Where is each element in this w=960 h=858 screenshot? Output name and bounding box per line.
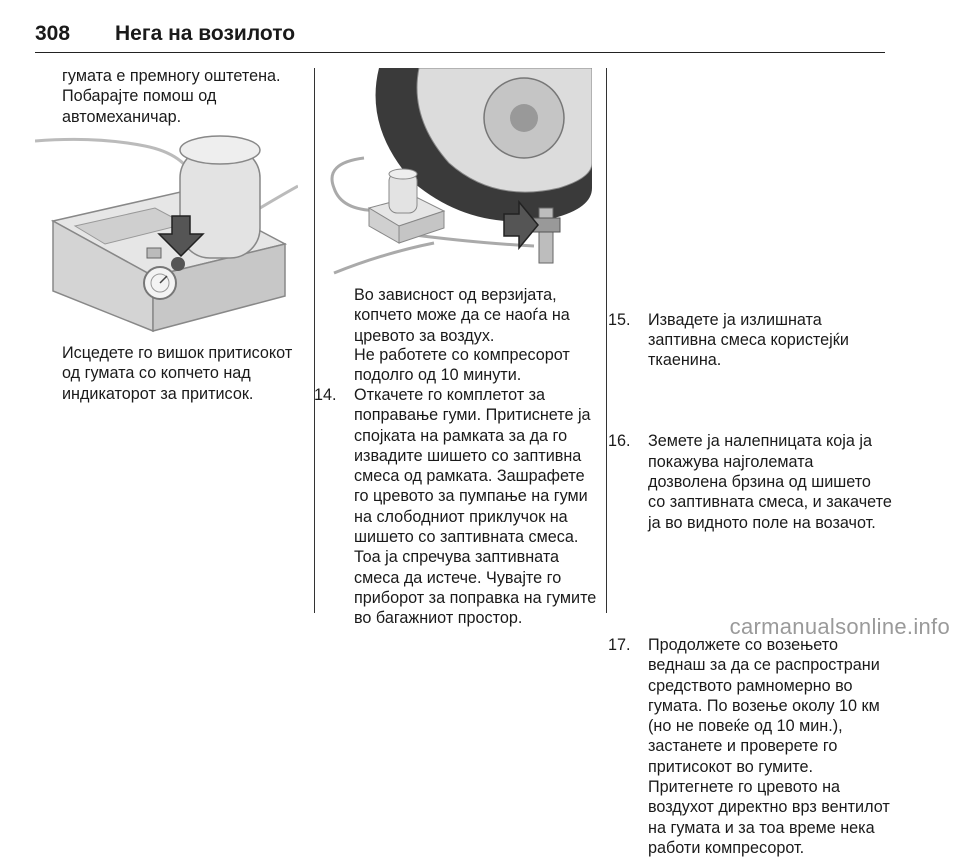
text-line: подолго од 10 минути. [354,366,522,385]
text-line: Не работете со компресорот [354,346,570,364]
step-17 [608,635,958,858]
text-line: смеса да истече. Чувајте го [354,568,562,587]
text-line: Притегнете го цревото на [648,778,841,797]
text-line: Тоа ја спречува заптивната [354,548,560,567]
page-header [35,22,885,53]
step-number: 16. [608,432,631,451]
text-line: покажува најголемата [648,452,814,471]
text-line: автомеханичар. [62,107,182,126]
text-line: (но не повеќе од 10 мин.), [648,717,843,736]
text-line: Продолжете со возењето [648,635,838,654]
text-line: Земете ја налепницата која ја [648,432,872,451]
page-title: Нега на возилото [115,22,296,45]
text-line: работи компресорот. [648,838,805,857]
text-line: извадите шишето со заптивна [354,446,582,465]
text-line: воздухот директно врз вентилот [648,798,890,817]
text-line: на гумата и за тоа време нека [648,818,875,837]
text-line: индикаторот за притисок. [62,384,254,403]
step-number: 17. [608,635,631,654]
step-number: 14. [314,386,337,404]
text-line: Во зависност од верзијата, [354,286,557,304]
text-line: гумата. По возење околу 10 км [648,696,880,715]
left-caption [62,343,307,404]
text-line: смеса од рамката. Зашрафете [354,467,585,486]
step-14 [314,385,644,629]
text-line: во багажниот простор. [354,609,523,628]
text-line: цревото за воздух. [354,326,495,345]
text-line: веднаш за да се распространи [648,656,880,675]
text-line: ткаенина. [648,351,722,370]
text-line: на слободниот приклучок на [354,507,568,526]
text-line: со заптивната смеса, и закачете [648,493,892,512]
text-line: дозволена брзина од шишето [648,473,871,492]
text-line: приборот за поправка на гумите [354,588,597,607]
text-line: Исцедете го вишок притисокот [62,344,293,362]
text-line: поправање гуми. Притиснете ја [354,406,591,425]
text-line: го цревото за пумпање на гуми [354,487,588,506]
step-number: 15. [608,310,631,329]
step-15 [608,310,958,371]
text-line: Извадете ја излишната [648,310,822,329]
watermark: carmanualsonline.info [729,614,950,639]
tire-hose-illustration [324,68,592,278]
page-number: 308 [35,22,71,45]
text-line: од гумата со копчето над [62,364,251,383]
left-intro [62,66,307,127]
text-line: Откачете го комплетот за [354,386,546,404]
middle-caption [354,285,599,346]
middle-note [354,345,599,386]
text-line: средството рамномерно во [648,676,853,695]
column-divider [606,68,607,613]
text-line: Побарајте помош од [62,87,217,106]
text-line: гумата е премногу оштетена. [62,67,281,85]
text-line: застанете и проверете го [648,737,838,756]
text-line: притисокот во гумите. [648,757,814,776]
text-line: ја во видното поле на возачот. [648,513,876,532]
text-line: заптивна смеса користејќи [648,330,849,349]
text-line: копчето може да се наоѓа на [354,306,570,325]
step-16 [608,431,958,532]
text-line: шишето со заптивната смеса. [354,528,579,547]
compressor-illustration [35,126,298,334]
text-line: спојката на рамката за да го [354,426,568,445]
